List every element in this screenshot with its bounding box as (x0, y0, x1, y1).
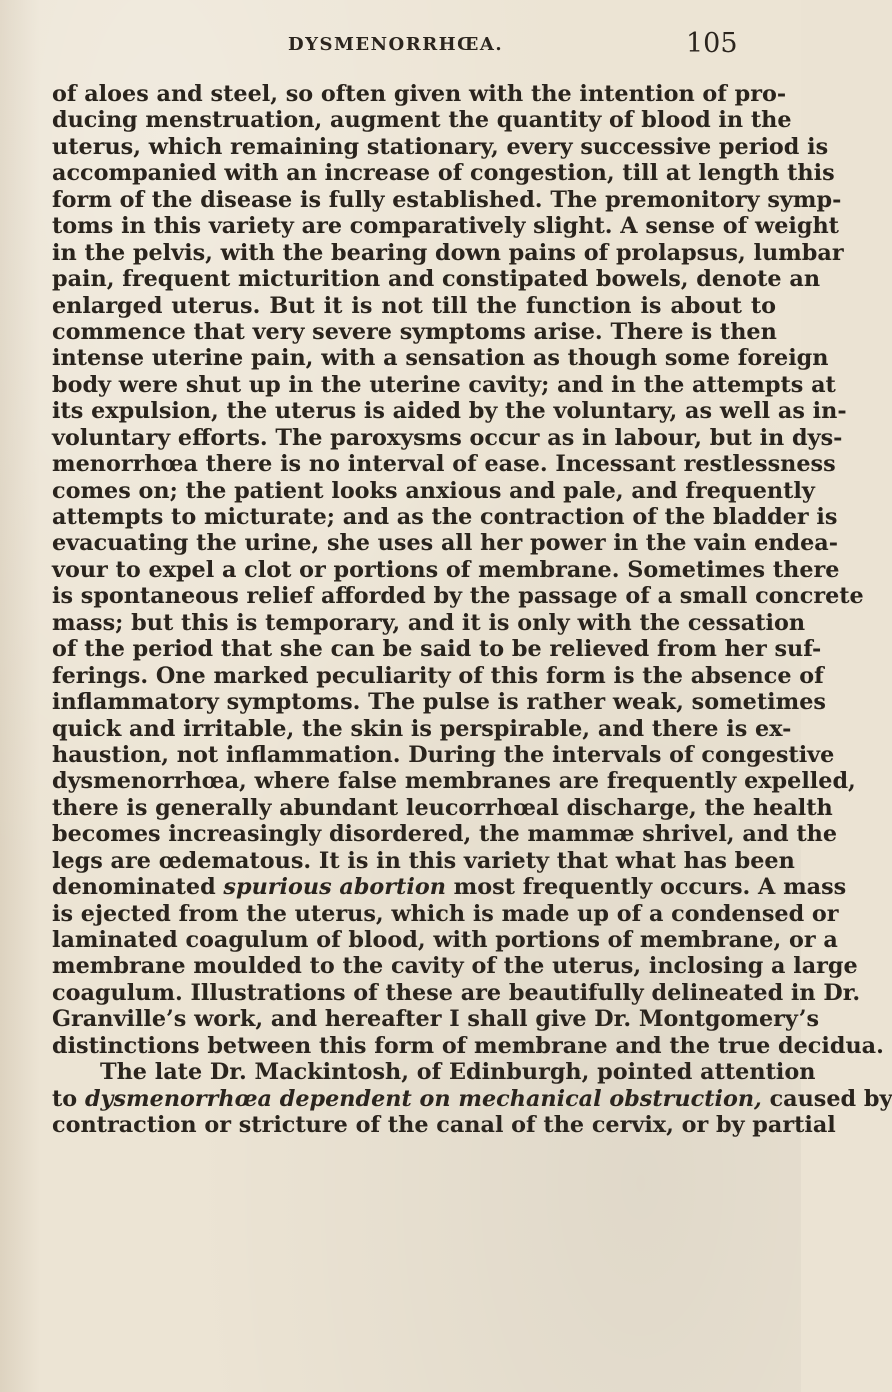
text-line (52, 371, 836, 398)
text-run: accompanied with an increase of congestion, till at length this (52, 160, 835, 187)
text-run: to (52, 1085, 85, 1112)
text-line (52, 953, 858, 980)
text-line (52, 847, 795, 874)
text-run: haustion, not inflammation. During the intervals of congestive (52, 741, 835, 768)
text-run: pain, frequent micturition and constipated bowels, denote an (52, 266, 821, 293)
text-line (52, 1032, 884, 1059)
running-title: DYSMENORRHŒA. (288, 34, 504, 55)
text-run: evacuating the urine, she uses all her power in the vain endea- (52, 530, 838, 557)
text-line (52, 266, 821, 293)
body-text (52, 81, 892, 1139)
text-run: in the pelvis, with the bearing down pains of prolapsus, lumbar (52, 239, 844, 266)
text-run: membrane moulded to the cavity of the uterus, inclosing a large (52, 953, 858, 980)
text-line (52, 239, 844, 266)
text-line (52, 583, 864, 610)
text-run: inflammatory symptoms. The pulse is rather weak, sometimes (52, 689, 826, 716)
text-run: form of the disease is fully established. The premonitory symp- (52, 186, 842, 213)
text-run: is ejected from the uterus, which is made up of a condensed or (52, 900, 839, 927)
text-run: body were shut up in the uterine cavity; and in the attempts at (52, 371, 836, 398)
text-line (52, 133, 829, 160)
text-line (52, 768, 856, 795)
text-run: toms in this variety are comparatively slight. A sense of weight (52, 213, 839, 240)
text-line (52, 451, 836, 478)
text-run: ferings. One marked peculiarity of this form is the absence of (52, 662, 824, 689)
page-header (0, 28, 801, 64)
italic-run: dysmenorrhœa dependent on mechanical obstruction, (84, 1085, 762, 1112)
text-run: vour to expel a clot or portions of membrane. Sometimes there (52, 556, 840, 583)
text-line (52, 319, 776, 345)
text-line (52, 927, 838, 953)
text-run: mass; but this is temporary, and it is only with the cessation (52, 609, 806, 636)
page-number: 105 (686, 28, 738, 59)
text-run: becomes increasingly disordered, the mammæ shrivel, and the (52, 821, 838, 848)
text-run: there is generally abundant leucorrhœal discharge, the health (52, 794, 833, 821)
text-line (52, 662, 824, 689)
text-line (52, 186, 842, 213)
text-line (52, 424, 843, 451)
text-run: commence that very severe symptoms arise. There is then (52, 318, 777, 345)
text-line (52, 504, 838, 530)
text-run: quick and irritable, the skin is perspirable, and there is ex- (52, 715, 792, 742)
text-run: dysmenorrhœa, where false membranes are frequently expelled, (52, 768, 856, 795)
text-run: is spontaneous relief afforded by the passage of a small concrete (52, 583, 864, 610)
text-run: voluntary efforts. The paroxysms occur as in labour, but in dys- (52, 424, 843, 451)
text-run: most frequently occurs. A mass (445, 874, 847, 901)
text-line (52, 1112, 836, 1139)
text-run: of aloes and steel, so often given with the intention of pro- (52, 81, 787, 107)
text-run: comes on; the patient looks anxious and pale, and frequently (52, 477, 815, 504)
italic-run: spurious abortion (223, 874, 446, 901)
text-line (52, 794, 833, 821)
text-line (52, 874, 847, 901)
text-line (52, 821, 838, 848)
text-line (52, 398, 847, 425)
text-line (52, 741, 835, 768)
text-run: enlarged uterus. But it is not till the function is about to (52, 292, 776, 319)
text-line (52, 160, 835, 187)
text-run: menorrhœa there is no interval of ease. Incessant restlessness (52, 451, 836, 478)
text-run: uterus, which remaining stationary, every successive period is (52, 133, 829, 160)
text-line (52, 609, 806, 636)
text-run: coagulum. Illustrations of these are beautifully delineated in Dr. (52, 979, 861, 1006)
text-run: its expulsion, the uterus is aided by the voluntary, as well as in- (52, 398, 847, 425)
text-line (52, 293, 776, 319)
text-run: legs are œdematous. It is in this variety that what has been (52, 847, 795, 874)
text-run: The late Dr. Mackintosh, of Edinburgh, pointed attention (100, 1059, 816, 1086)
text-run: ducing menstruation, augment the quantity of blood in the (52, 107, 792, 134)
text-run: intense uterine pain, with a sensation as though some foreign (52, 345, 829, 372)
text-line (52, 477, 815, 504)
text-line (52, 107, 792, 134)
text-line (52, 213, 839, 240)
text-line (52, 689, 826, 716)
text-line (52, 715, 792, 742)
text-line (52, 345, 829, 372)
text-run: laminated coagulum of blood, with portions of membrane, or a (52, 927, 838, 953)
text-line (52, 1059, 816, 1086)
text-line (52, 1006, 820, 1033)
text-run: caused by (761, 1085, 892, 1112)
text-run: denominated (52, 874, 224, 901)
text-line (52, 1085, 892, 1112)
text-run: of the period that she can be said to be relieved from her suf- (52, 636, 822, 663)
text-run: contraction or stricture of the canal of the cervix, or by partial (52, 1112, 836, 1139)
text-line (52, 556, 840, 583)
text-run: distinctions between this form of membrane and the true decidua. (52, 1032, 884, 1059)
text-line (52, 530, 838, 557)
text-run: attempts to micturate; and as the contraction of the bladder is (52, 504, 838, 530)
text-line (52, 979, 861, 1006)
text-line (52, 900, 839, 927)
text-run: Granville’s work, and hereafter I shall give Dr. Montgomery’s (52, 1006, 820, 1033)
text-line (52, 636, 822, 663)
text-line (52, 81, 787, 107)
